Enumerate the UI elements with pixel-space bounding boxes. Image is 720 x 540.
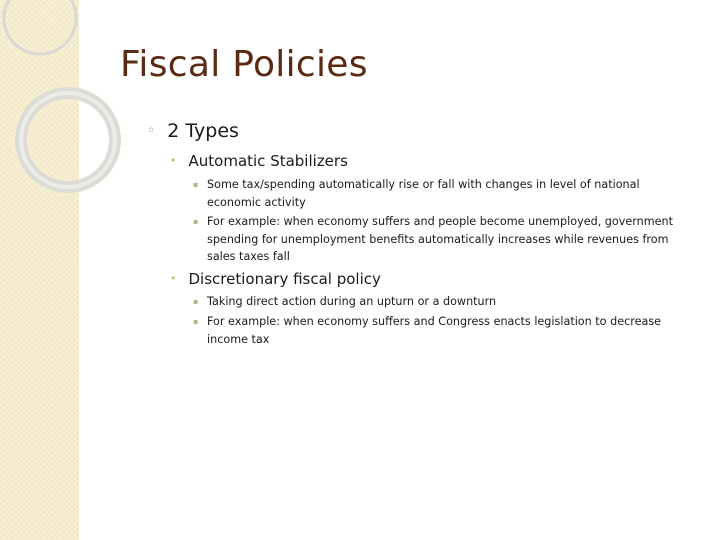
square-bullet-icon: ▪ — [193, 180, 199, 189]
sub-bullet-item — [193, 176, 683, 211]
bullet-automatic-stabilizers — [170, 152, 348, 170]
sub-bullet-item — [193, 213, 683, 266]
sub-bullet-text: Some tax/spending automatically rise or fall with changes in level of national economic activity — [207, 178, 640, 209]
slide-title: Fiscal Policies — [120, 44, 368, 85]
dot-bullet-icon: • — [170, 154, 177, 167]
bullet-text: Automatic Stabilizers — [188, 152, 348, 170]
circle-bullet-icon: ◦ — [147, 123, 156, 139]
bullet-text: 2 Types — [167, 120, 239, 142]
sub-bullet-text: Taking direct action during an upturn or a downturn — [207, 295, 497, 308]
bullet-text: Discretionary fiscal policy — [188, 270, 381, 288]
sub-bullet-text: For example: when economy suffers and people become unemployed, government spending for unemployment benefits automatically increases while revenues from sales taxes fall — [207, 215, 674, 263]
dot-bullet-icon: • — [170, 272, 177, 285]
square-bullet-icon: ▪ — [193, 297, 199, 306]
square-bullet-icon: ▪ — [193, 217, 199, 226]
sub-bullet-item — [193, 313, 683, 348]
bullet-2-types — [147, 120, 239, 142]
sub-bullet-item — [193, 293, 683, 311]
sub-bullet-text: For example: when economy suffers and Congress enacts legislation to decrease income tax — [207, 315, 662, 346]
bullet-discretionary-fiscal-policy — [170, 270, 381, 288]
decorative-rings — [0, 0, 160, 220]
square-bullet-icon: ▪ — [193, 317, 199, 326]
